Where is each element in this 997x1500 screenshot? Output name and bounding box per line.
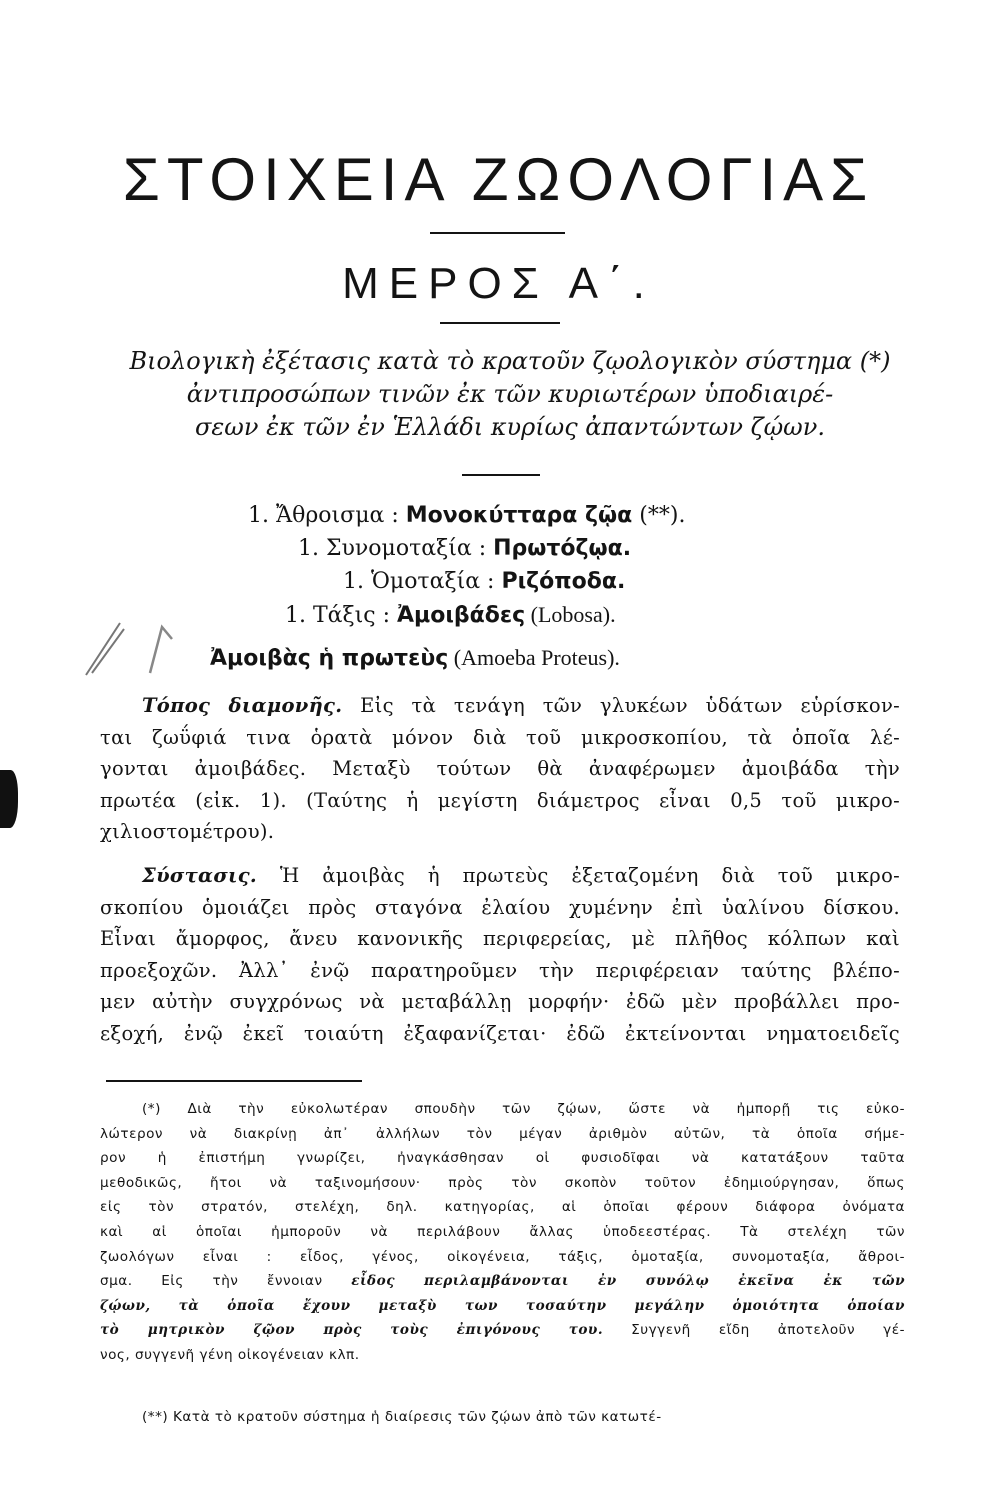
footnote-line: λώτερον νὰ διακρίνῃ ἀπ᾽ ἀλλήλων τὸν μέγαν ἀριθμὸν αὐτῶν, τὰ ὁποῖα σήμε-	[100, 1125, 905, 1142]
footnote-divider	[106, 1080, 362, 1082]
taxonomy-line: 1. Τάξις : Ἀμοιβάδες (Lobosa).	[285, 602, 616, 628]
footnote-line: τὸ μητρικὸν ζῷον πρὸς τοὺς ἐπιγόνους του. Συγγενῆ εἴδη ἀποτελοῦν γέ-	[100, 1322, 905, 1339]
body-line: Σύστασις. Ἡ ἀμοιβὰς ἡ πρωτεὺς ἐξεταζομένη διὰ τοῦ μικρο-	[142, 864, 900, 887]
title-divider	[430, 232, 565, 234]
species-latin: (Amoeba Proteus).	[448, 645, 620, 670]
footnote-line: ρον ἡ ἐπιστήμη γνωρίζει, ἠναγκάσθησαν οἱ φυσιοδῖφαι νὰ κατατάξουν ταῦτα	[100, 1150, 905, 1167]
intro-line: σεων ἐκ τῶν ἐν Ἑλλάδι κυρίως ἀπαντώντων ζῴων.	[195, 413, 825, 441]
section-habitat	[100, 690, 900, 848]
body-line: πρωτέα (εἰκ. 1). (Ταύτης ἡ μεγίστη διάμετρος εἶναι 0,5 τοῦ μικρο-	[100, 788, 900, 812]
taxon-name: Ἀμοιβάδες	[396, 603, 526, 628]
body-line: γονται ἀμοιβάδες. Μεταξὺ τούτων θὰ ἀναφέρωμεν ἀμοιβάδα τὴν	[100, 757, 900, 780]
taxon-name: Ριζόποδα.	[501, 569, 626, 594]
section-heading: Σύστασις.	[142, 864, 257, 887]
body-line: Τόπος διαμονῆς. Εἰς τὰ τενάγη τῶν γλυκέων ὑδάτων εὑρίσκον-	[142, 694, 900, 717]
taxon-name: Πρωτόζῳα.	[493, 536, 632, 561]
footnote-line: σμα. Εἰς τὴν ἔννοιαν εἶδος περιλαμβάνονται ἐν συνόλῳ ἐκεῖνα ἐκ τῶν	[100, 1273, 905, 1290]
body-line: εξοχή, ἐνῷ ἐκεῖ τοιαύτη ἐξαφανίζεται· ἐδῶ ἐκτείνονται νηματοειδεῖς	[100, 1021, 900, 1045]
footnote-1	[100, 1097, 905, 1368]
species-name: Ἀμοιβὰς ἡ πρωτεὺς	[210, 646, 449, 671]
section-composition	[100, 860, 900, 1049]
body-line: χιλιοστομέτρου).	[100, 820, 275, 843]
species-heading	[210, 645, 620, 671]
footnote-line: καὶ αἱ ὁποῖαι ἠμποροῦν νὰ περιλάβουν ἄλλας ὑποδεεστέρας. Τὰ στελέχη τῶν	[100, 1223, 905, 1240]
page-title: ΣΤΟΙΧΕΙΑ ΖΩΟΛΟΓΙΑΣ	[122, 146, 875, 213]
body-line: σκοπίου ὁμοιάζει πρὸς σταγόνα ἐλαίου χυμένην ἐπὶ ὑαλίνου δίσκου.	[100, 895, 900, 919]
taxonomy-line: 1. Συνομοταξία : Πρωτόζῳα.	[298, 536, 632, 561]
footnote-line: μεθοδικῶς, ἤτοι νὰ ταξινομήσουν· πρὸς τὸν σκοπὸν τοῦτον ἐδημιούργησαν, ὅπως	[100, 1174, 905, 1191]
footnote-line: νος, συγγενῆ γένη οἰκογένειαν κλπ.	[100, 1346, 360, 1363]
footnote-line: (*) Διὰ τὴν εὐκολωτέραν σπουδὴν τῶν ζῴων, ὥστε νὰ ἠμπορῇ τις εὐκο-	[142, 1101, 905, 1117]
taxonomy-line: 1. Ἄθροισμα : Μονοκύτταρα ζῷα (**).	[248, 503, 686, 528]
part-divider	[440, 322, 560, 324]
body-line: ται ζωΰφιά τινα ὁρατὰ μόνον διὰ τοῦ μικροσκοπίου, τὰ ὁποῖα λέ-	[100, 725, 900, 749]
intro-paragraph	[115, 345, 905, 444]
part-title: ΜΕΡΟΣ Α΄.	[342, 259, 655, 308]
section-heading: Τόπος διαμονῆς.	[142, 694, 343, 717]
intro-divider	[462, 474, 540, 476]
footnote-line: ζῴων, τὰ ὁποῖα ἔχουν μεταξὺ των τοσαύτην μεγάλην ὁμοιότητα ὁποίαν	[100, 1297, 905, 1314]
pencil-mark	[80, 615, 190, 685]
intro-line: ἀντιπροσώπων τινῶν ἐκ τῶν κυριωτέρων ὑποδιαιρέ-	[186, 380, 834, 408]
footnote-line: ζωολόγων εἶναι : εἶδος, γένος, οἰκογένεια, τάξις, ὁμοταξία, συνομοταξία, ἄθροι-	[100, 1248, 905, 1265]
body-line: προεξοχῶν. Ἀλλ᾽ ἐνῷ παρατηροῦμεν τὴν περιφέρειαν ταύτης βλέπο-	[100, 958, 900, 982]
intro-line: Βιολογικὴ ἐξέτασις κατὰ τὸ κρατοῦν ζῳολογικὸν σύστημα (*)	[129, 347, 891, 375]
footnote-line: εἰς τὸν στρατόν, στελέχη, δηλ. κατηγορίας, αἱ ὁποῖαι φέρουν διάφορα ὀνόματα	[100, 1199, 905, 1216]
body-line: μεν αὐτὴν συγχρόνως νὰ μεταβάλλῃ μορφήν· ἐδῶ μὲν προβάλλει προ-	[100, 990, 900, 1013]
binding-hole-mark	[0, 770, 18, 828]
body-line: Εἶναι ἄμορφος, ἄνευ κανονικῆς περιφερείας, μὲ πλῆθος κόλπων καὶ	[100, 927, 900, 950]
taxonomy-line: 1. Ὁμοταξία : Ριζόποδα.	[343, 569, 626, 594]
footnote-2	[100, 1405, 905, 1430]
footnote-line: (**) Κατὰ τὸ κρατοῦν σύστημα ἡ διαίρεσις τῶν ζῴων ἀπὸ τῶν κατωτέ-	[142, 1409, 662, 1425]
taxon-name: Μονοκύτταρα ζῷα	[405, 503, 633, 528]
